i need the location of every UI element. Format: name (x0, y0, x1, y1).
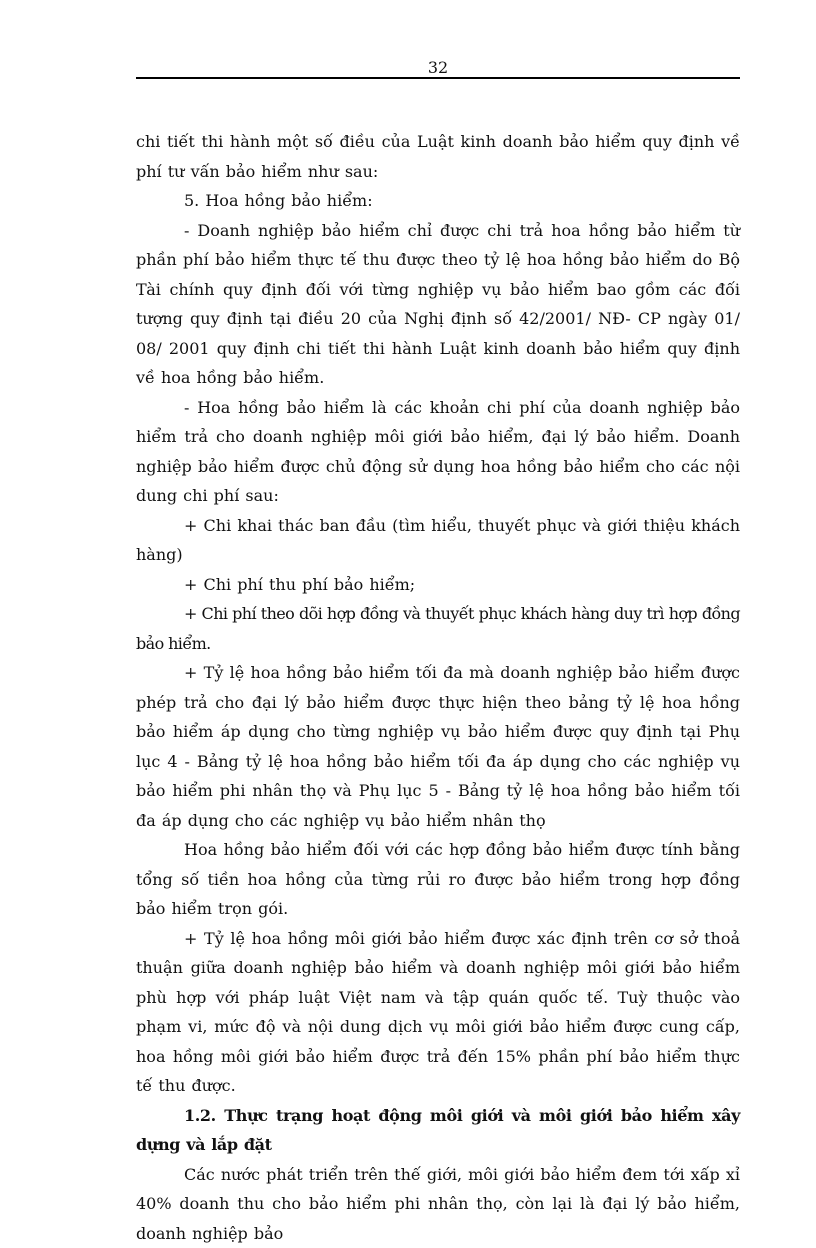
bullet-contract-monitoring: + Chi phí theo dõi hợp đồng và thuyết phục khách hàng duy trì hợp đồng bảo hiểm. (136, 599, 740, 658)
bullet-premium-collection: + Chi phí thu phí bảo hiểm; (136, 570, 740, 600)
section-heading-1-2: 1.2. Thực trạng hoạt động môi giới và môi giới bảo hiểm xây dựng và lắp đặt (136, 1101, 740, 1160)
paragraph-broker-commission: + Tỷ lệ hoa hồng môi giới bảo hiểm được xác định trên cơ sở thoả thuận giữa doanh nghiệp bảo hiểm và doanh nghiệp môi giới bảo hiểm phù hợp với pháp luật Việt nam và tập quán quốc tế. Tuỳ thuộc vào phạm vi, mức độ và nội dung dịch vụ môi giới bảo hiểm được cung cấp, hoa hồng môi giới bảo hiểm được trả đến 15% phần phí bảo hiểm thực tế thu được. (136, 924, 740, 1101)
item-5-heading: 5. Hoa hồng bảo hiểm: (136, 186, 740, 216)
paragraph-package-commission: Hoa hồng bảo hiểm đối với các hợp đồng bảo hiểm được tính bằng tổng số tiền hoa hồng của từng rủi ro được bảo hiểm trong hợp đồng bảo hiểm trọn gói. (136, 835, 740, 924)
paragraph-commission-payment: - Doanh nghiệp bảo hiểm chỉ được chi trả hoa hồng bảo hiểm từ phần phí bảo hiểm thực tế thu được theo tỷ lệ hoa hồng bảo hiểm do Bộ Tài chính quy định đối với từng nghiệp vụ bảo hiểm bao gồm các đối tượng quy định tại điều 20 của Nghị định số 42/2001/ NĐ- CP ngày 01/ 08/ 2001 quy định chi tiết thi hành Luật kinh doanh bảo hiểm quy định về hoa hồng bảo hiểm. (136, 216, 740, 393)
paragraph-max-commission-rate: + Tỷ lệ hoa hồng bảo hiểm tối đa mà doanh nghiệp bảo hiểm được phép trả cho đại lý bảo hiểm được thực hiện theo bảng tỷ lệ hoa hồng bảo hiểm áp dụng cho từng nghiệp vụ bảo hiểm được quy định tại Phụ lục 4 - Bảng tỷ lệ hoa hồng bảo hiểm tối đa áp dụng cho các nghiệp vụ bảo hiểm phi nhân thọ và Phụ lục 5 - Bảng tỷ lệ hoa hồng bảo hiểm tối đa áp dụng cho các nghiệp vụ bảo hiểm nhân thọ (136, 658, 740, 835)
header-rule (136, 77, 740, 79)
paragraph-developed-countries: Các nước phát triển trên thế giới, môi giới bảo hiểm đem tới xấp xỉ 40% doanh thu cho bảo hiểm phi nhân thọ, còn lại là đại lý bảo hiểm, doanh nghiệp bảo (136, 1160, 740, 1248)
paragraph-consulting-fee-end: chi tiết thi hành một số điều của Luật kinh doanh bảo hiểm quy định về phí tư vấn bảo hiểm như sau: (136, 127, 740, 186)
document-body (136, 127, 740, 1248)
bullet-initial-exploitation: + Chi khai thác ban đầu (tìm hiểu, thuyết phục và giới thiệu khách hàng) (136, 511, 740, 570)
paragraph-commission-definition: - Hoa hồng bảo hiểm là các khoản chi phí của doanh nghiệp bảo hiểm trả cho doanh nghiệp môi giới bảo hiểm, đại lý bảo hiểm. Doanh nghiệp bảo hiểm được chủ động sử dụng hoa hồng bảo hiểm cho các nội dung chi phí sau: (136, 393, 740, 511)
page-number: 32 (136, 58, 740, 78)
